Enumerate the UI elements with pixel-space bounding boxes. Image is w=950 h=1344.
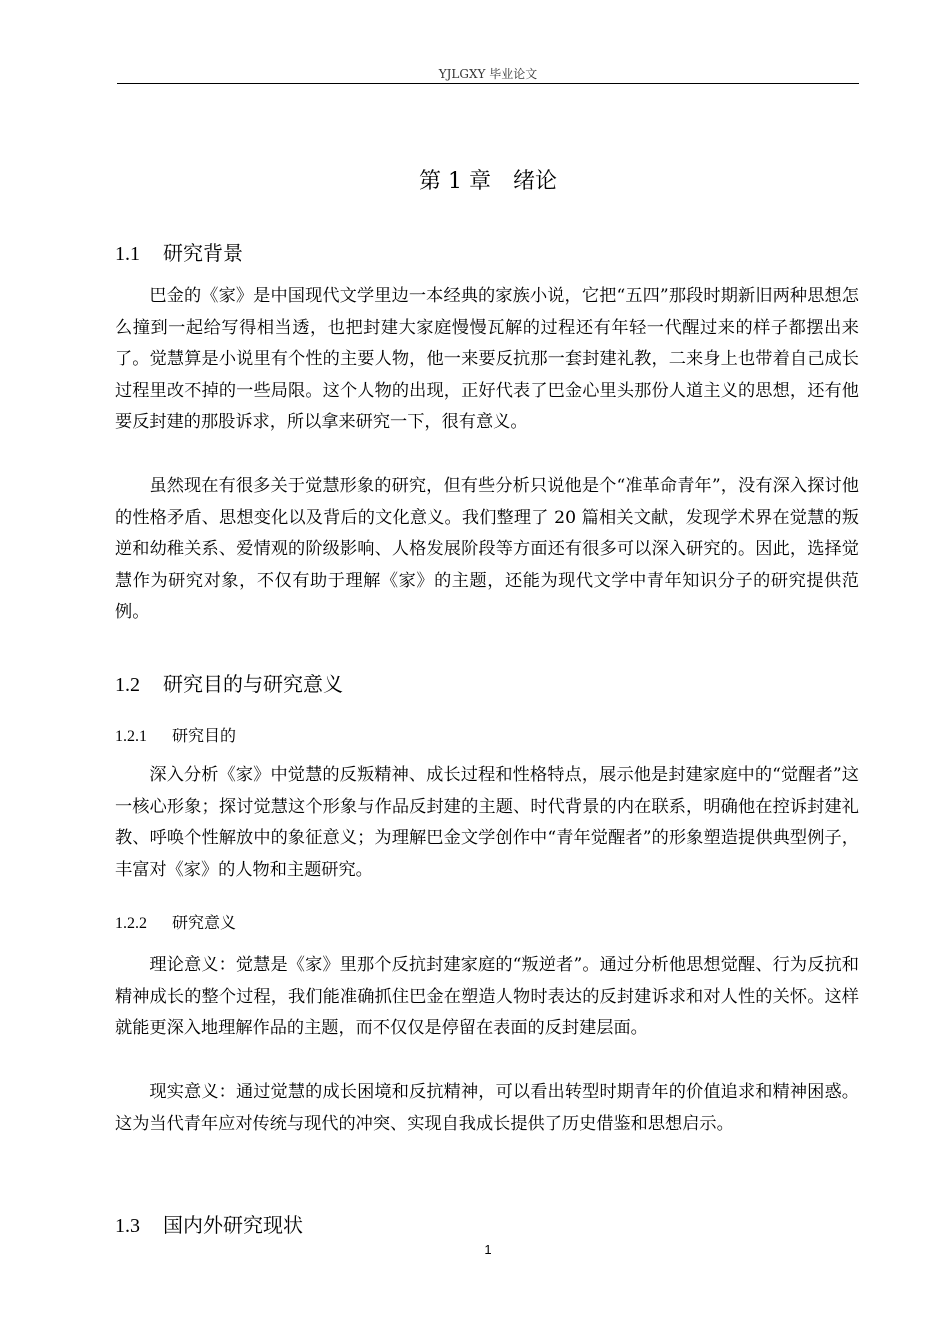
subsection-heading-1-2-1 <box>115 724 236 749</box>
running-header: YJLGXY 毕业论文 <box>117 66 859 84</box>
section-heading-1-1 <box>115 238 243 269</box>
subsection-number: 1.2.2 <box>115 915 147 932</box>
paragraph-purpose: 深入分析《家》中觉慧的反叛精神、成长过程和性格特点，展示他是封建家庭中的“觉醒者”这一核心形象；探讨觉慧这个形象与作品反封建的主题、时代背景的内在联系，明确他在控诉封建礼教、呼唤个性解放中的象征意义；为理解巴金文学创作中“青年觉醒者”的形象塑造提供典型例子，丰富对《家》的人物和主题研究。 <box>115 765 859 880</box>
section-title: 研究目的与研究意义 <box>163 672 343 696</box>
subsection-heading-1-2-2 <box>115 911 236 936</box>
section-heading-1-3 <box>115 1210 303 1241</box>
section-number: 1.1 <box>115 243 140 265</box>
section-number: 1.2 <box>115 674 140 696</box>
section-heading-1-2 <box>115 669 343 700</box>
paragraph-theory-significance: 理论意义：觉慧是《家》里那个反抗封建家庭的“叛逆者”。通过分析他思想觉醒、行为反抗和精神成长的整个过程，我们能准确抓住巴金在塑造人物时表达的反封建诉求和对人性的关怀。这样就能更深入地理解作品的主题，而不仅仅是停留在表面的反封建层面。 <box>115 955 859 1038</box>
subsection-title: 研究意义 <box>172 913 237 932</box>
paragraph-background-2: 虽然现在有很多关于觉慧形象的研究，但有些分析只说他是个“准革命青年”，没有深入探讨他的性格矛盾、思想变化以及背后的文化意义。我们整理了 20 篇相关文献，发现学术界在觉慧的叛逆和幼稚关系、爱情观的阶级影响、人格发展阶段等方面还有很多可以深入研究的。因此，选择觉慧作为研究对象，不仅有助于理解《家》的主题，还能为现代文学中青年知识分子的研究提供范例。 <box>115 476 859 622</box>
subsection-number: 1.2.1 <box>115 728 147 745</box>
section-title: 国内外研究现状 <box>163 1213 303 1237</box>
paragraph-background-1: 巴金的《家》是中国现代文学里边一本经典的家族小说，它把“五四”那段时期新旧两种思想怎么撞到一起给写得相当透，也把封建大家庭慢慢瓦解的过程还有年轻一代醒过来的样子都摆出来了。觉慧算是小说里有个性的主要人物，他一来要反抗那一套封建礼教，二来身上也带着自己成长过程里改不掉的一些局限。这个人物的出现，正好代表了巴金心里头那份人道主义的思想，还有他要反封建的那股诉求，所以拿来研究一下，很有意义。 <box>115 286 859 432</box>
subsection-title: 研究目的 <box>172 726 237 745</box>
paragraph-practical-significance: 现实意义：通过觉慧的成长困境和反抗精神，可以看出转型时期青年的价值追求和精神困惑。这为当代青年应对传统与现代的冲突、实现自我成长提供了历史借鉴和思想启示。 <box>115 1082 859 1134</box>
section-title: 研究背景 <box>163 241 243 265</box>
chapter-title: 第 1 章 绪论 <box>419 169 557 194</box>
page-number: 1 <box>484 1242 492 1257</box>
section-number: 1.3 <box>115 1215 140 1237</box>
